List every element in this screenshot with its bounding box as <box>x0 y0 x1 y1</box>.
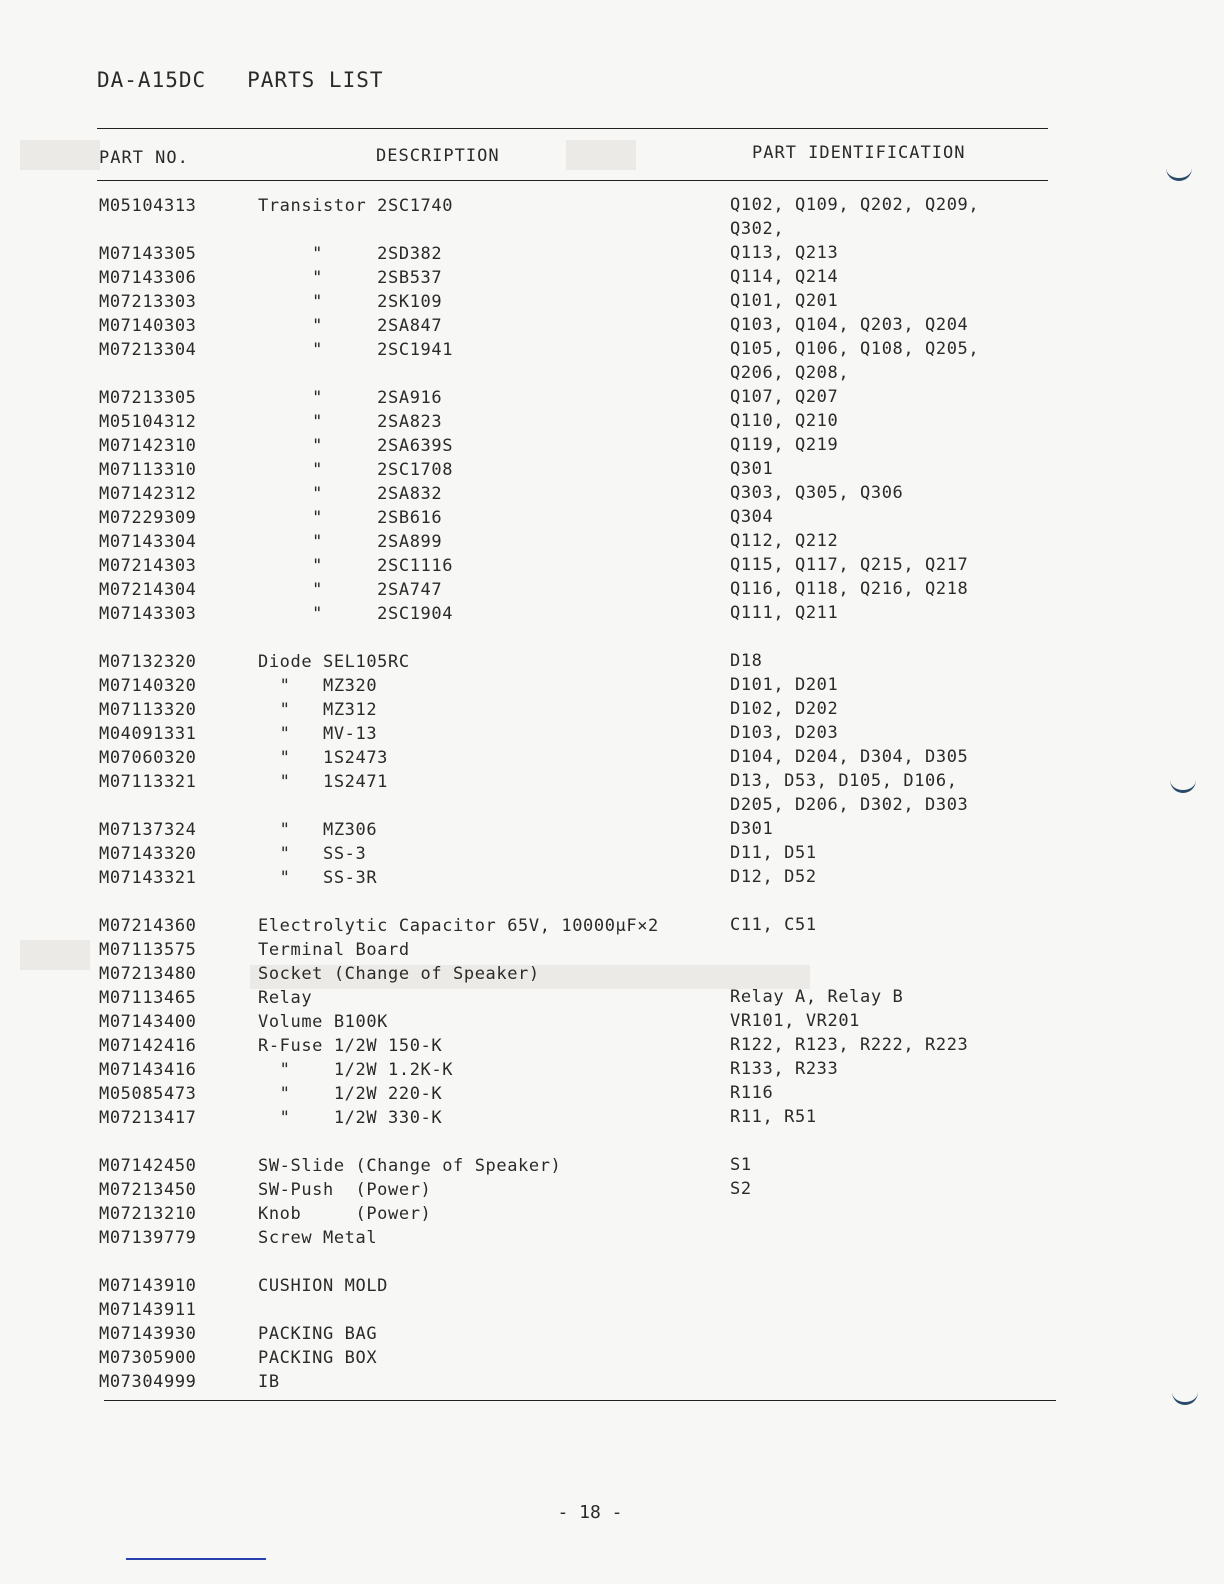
part-identification: S2 <box>730 1179 752 1199</box>
table-row <box>0 820 1224 844</box>
part-identification: Q112, Q212 <box>730 531 839 551</box>
part-identification: Q303, Q305, Q306 <box>730 483 904 503</box>
part-identification: D104, D204, D304, D305 <box>730 747 969 767</box>
part-description: " 2SC1941 <box>258 340 454 360</box>
part-number: M07143910 <box>99 1276 197 1296</box>
header-part-identification: PART IDENTIFICATION <box>752 143 966 163</box>
part-description: Socket (Change of Speaker) <box>258 964 540 984</box>
part-number: M07113320 <box>99 700 197 720</box>
part-description: PACKING BOX <box>258 1348 378 1368</box>
part-identification: D18 <box>730 651 763 671</box>
table-row <box>0 1060 1224 1084</box>
table-row <box>0 532 1224 556</box>
part-description: " 2SA823 <box>258 412 443 432</box>
binder-notch-1 <box>1166 168 1192 181</box>
part-number: M07113321 <box>99 772 197 792</box>
part-identification: Relay A, Relay B <box>730 987 904 1007</box>
bleed-through-2 <box>566 140 636 170</box>
part-identification: D301 <box>730 819 774 839</box>
part-number: M07143304 <box>99 532 197 552</box>
table-row <box>0 1276 1224 1300</box>
table-row <box>0 700 1224 724</box>
part-identification: Q111, Q211 <box>730 603 839 623</box>
part-number: M05085473 <box>99 1084 197 1104</box>
part-number: M07213450 <box>99 1180 197 1200</box>
part-number: M07214304 <box>99 580 197 600</box>
part-description: Transistor 2SC1740 <box>258 196 454 216</box>
part-description: Volume B100K <box>258 1012 389 1032</box>
part-description: " 1S2471 <box>258 772 389 792</box>
table-row <box>0 1324 1224 1348</box>
part-identification: Q115, Q117, Q215, Q217 <box>730 555 969 575</box>
part-description: " 2SC1116 <box>258 556 454 576</box>
part-number: M07143416 <box>99 1060 197 1080</box>
part-identification: D102, D202 <box>730 699 839 719</box>
part-description: " 1S2473 <box>258 748 389 768</box>
part-description: " MZ320 <box>258 676 378 696</box>
table-row <box>0 580 1224 604</box>
part-number: M07142312 <box>99 484 197 504</box>
part-number: M07213305 <box>99 388 197 408</box>
table-row <box>0 460 1224 484</box>
part-identification: R116 <box>730 1083 774 1103</box>
part-description: CUSHION MOLD <box>258 1276 389 1296</box>
table-row <box>0 508 1224 532</box>
part-identification: R133, R233 <box>730 1059 839 1079</box>
part-number: M07213210 <box>99 1204 197 1224</box>
part-description: " 2SK109 <box>258 292 443 312</box>
part-description: " 1/2W 1.2K-K <box>258 1060 454 1080</box>
table-row <box>0 339 1224 383</box>
table-row <box>0 556 1224 580</box>
part-number: M07213304 <box>99 340 197 360</box>
part-identification: C11, C51 <box>730 915 817 935</box>
part-number: M04091331 <box>99 724 197 744</box>
table-row <box>0 676 1224 700</box>
part-description: " MV-13 <box>258 724 378 744</box>
table-row <box>0 244 1224 268</box>
part-number: M07213303 <box>99 292 197 312</box>
part-number: M07143400 <box>99 1012 197 1032</box>
part-number: M07143303 <box>99 604 197 624</box>
part-number: M07143305 <box>99 244 197 264</box>
table-top-rule <box>97 128 1048 129</box>
table-row <box>0 964 1224 988</box>
table-row <box>0 436 1224 460</box>
part-description: " 2SB537 <box>258 268 443 288</box>
part-identification: D11, D51 <box>730 843 817 863</box>
part-description: " 2SA916 <box>258 388 443 408</box>
table-bottom-rule <box>104 1400 1056 1401</box>
table-row <box>0 1348 1224 1372</box>
part-number: M07132320 <box>99 652 197 672</box>
part-identification: D13, D53, D105, D106, D205, D206, D302, D303 <box>730 771 969 815</box>
part-number: M07142310 <box>99 436 197 456</box>
part-number: M07137324 <box>99 820 197 840</box>
blue-mark <box>126 1558 266 1560</box>
part-description: " 2SB616 <box>258 508 443 528</box>
table-row <box>0 916 1224 940</box>
table-row <box>0 844 1224 868</box>
part-number: M07113465 <box>99 988 197 1008</box>
part-description: SW-Push (Power) <box>258 1180 432 1200</box>
part-description: " SS-3R <box>258 868 378 888</box>
header-part-no: PART NO. <box>99 148 189 168</box>
part-description: " 2SA747 <box>258 580 443 600</box>
part-number: M07142450 <box>99 1156 197 1176</box>
part-description: " 2SD382 <box>258 244 443 264</box>
part-description: IB <box>258 1372 280 1392</box>
table-row <box>0 292 1224 316</box>
part-identification: R122, R123, R222, R223 <box>730 1035 969 1055</box>
table-row <box>0 940 1224 964</box>
part-number: M05104312 <box>99 412 197 432</box>
part-identification: Q107, Q207 <box>730 387 839 407</box>
part-number: M07304999 <box>99 1372 197 1392</box>
part-identification: Q101, Q201 <box>730 291 839 311</box>
part-identification: Q119, Q219 <box>730 435 839 455</box>
part-description: Knob (Power) <box>258 1204 432 1224</box>
part-identification: Q105, Q106, Q108, Q205, Q206, Q208, <box>730 339 980 383</box>
part-number: M07140320 <box>99 676 197 696</box>
table-row <box>0 1180 1224 1204</box>
part-description: " MZ312 <box>258 700 378 720</box>
part-description: " 2SA899 <box>258 532 443 552</box>
table-row <box>0 1108 1224 1132</box>
part-identification: Q301 <box>730 459 774 479</box>
part-description: Screw Metal <box>258 1228 378 1248</box>
table-row <box>0 724 1224 748</box>
part-description: R-Fuse 1/2W 150-K <box>258 1036 443 1056</box>
part-number: M07143321 <box>99 868 197 888</box>
part-number: M07113310 <box>99 460 197 480</box>
part-description: Terminal Board <box>258 940 410 960</box>
table-row <box>0 1228 1224 1252</box>
part-number: M07143911 <box>99 1300 197 1320</box>
part-number: M07113575 <box>99 940 197 960</box>
part-number: M07140303 <box>99 316 197 336</box>
part-number: M07305900 <box>99 1348 197 1368</box>
part-description: " MZ306 <box>258 820 378 840</box>
part-number: M07139779 <box>99 1228 197 1248</box>
part-number: M07060320 <box>99 748 197 768</box>
table-row <box>0 388 1224 412</box>
part-identification: D101, D201 <box>730 675 839 695</box>
part-description: SW-Slide (Change of Speaker) <box>258 1156 562 1176</box>
table-row <box>0 316 1224 340</box>
part-identification: Q114, Q214 <box>730 267 839 287</box>
part-description: " 1/2W 220-K <box>258 1084 443 1104</box>
table-row <box>0 1372 1224 1396</box>
part-description: " 1/2W 330-K <box>258 1108 443 1128</box>
bleed-through-1 <box>20 140 100 170</box>
header-description: DESCRIPTION <box>376 146 500 166</box>
table-row <box>0 652 1224 676</box>
part-number: M07143320 <box>99 844 197 864</box>
part-identification: D12, D52 <box>730 867 817 887</box>
part-description: PACKING BAG <box>258 1324 378 1344</box>
part-identification: Q102, Q109, Q202, Q209, Q302, <box>730 195 980 239</box>
part-number: M07214303 <box>99 556 197 576</box>
part-number: M05104313 <box>99 196 197 216</box>
table-row <box>0 988 1224 1012</box>
part-number: M07143306 <box>99 268 197 288</box>
part-number: M07229309 <box>99 508 197 528</box>
part-description: " 2SA639S <box>258 436 454 456</box>
table-row <box>0 604 1224 628</box>
table-row <box>0 771 1224 815</box>
table-row <box>0 1084 1224 1108</box>
table-row <box>0 1012 1224 1036</box>
table-row <box>0 748 1224 772</box>
part-description: " 2SA847 <box>258 316 443 336</box>
part-identification: S1 <box>730 1155 752 1175</box>
part-number: M07214360 <box>99 916 197 936</box>
part-description: " 2SC1708 <box>258 460 454 480</box>
table-row <box>0 1204 1224 1228</box>
part-identification: Q304 <box>730 507 774 527</box>
part-description: Electrolytic Capacitor 65V, 10000µF×2 <box>258 916 659 936</box>
part-identification: Q116, Q118, Q216, Q218 <box>730 579 969 599</box>
table-row <box>0 484 1224 508</box>
header-bottom-rule <box>97 180 1048 181</box>
table-row <box>0 868 1224 892</box>
part-description: " 2SC1904 <box>258 604 454 624</box>
part-description: " 2SA832 <box>258 484 443 504</box>
table-row <box>0 1300 1224 1324</box>
part-description: Relay <box>258 988 313 1008</box>
page-title: DA-A15DC PARTS LIST <box>97 68 384 92</box>
table-row <box>0 195 1224 239</box>
table-row <box>0 412 1224 436</box>
part-identification: VR101, VR201 <box>730 1011 861 1031</box>
part-description: " SS-3 <box>258 844 367 864</box>
table-row <box>0 1156 1224 1180</box>
part-identification: Q113, Q213 <box>730 243 839 263</box>
part-identification: D103, D203 <box>730 723 839 743</box>
part-number: M07213417 <box>99 1108 197 1128</box>
part-number: M07213480 <box>99 964 197 984</box>
table-row <box>0 1036 1224 1060</box>
part-identification: Q110, Q210 <box>730 411 839 431</box>
part-number: M07142416 <box>99 1036 197 1056</box>
part-description: Diode SEL105RC <box>258 652 410 672</box>
table-row <box>0 268 1224 292</box>
part-identification: R11, R51 <box>730 1107 817 1127</box>
page-number: - 18 - <box>557 1502 623 1523</box>
part-identification: Q103, Q104, Q203, Q204 <box>730 315 969 335</box>
part-number: M07143930 <box>99 1324 197 1344</box>
